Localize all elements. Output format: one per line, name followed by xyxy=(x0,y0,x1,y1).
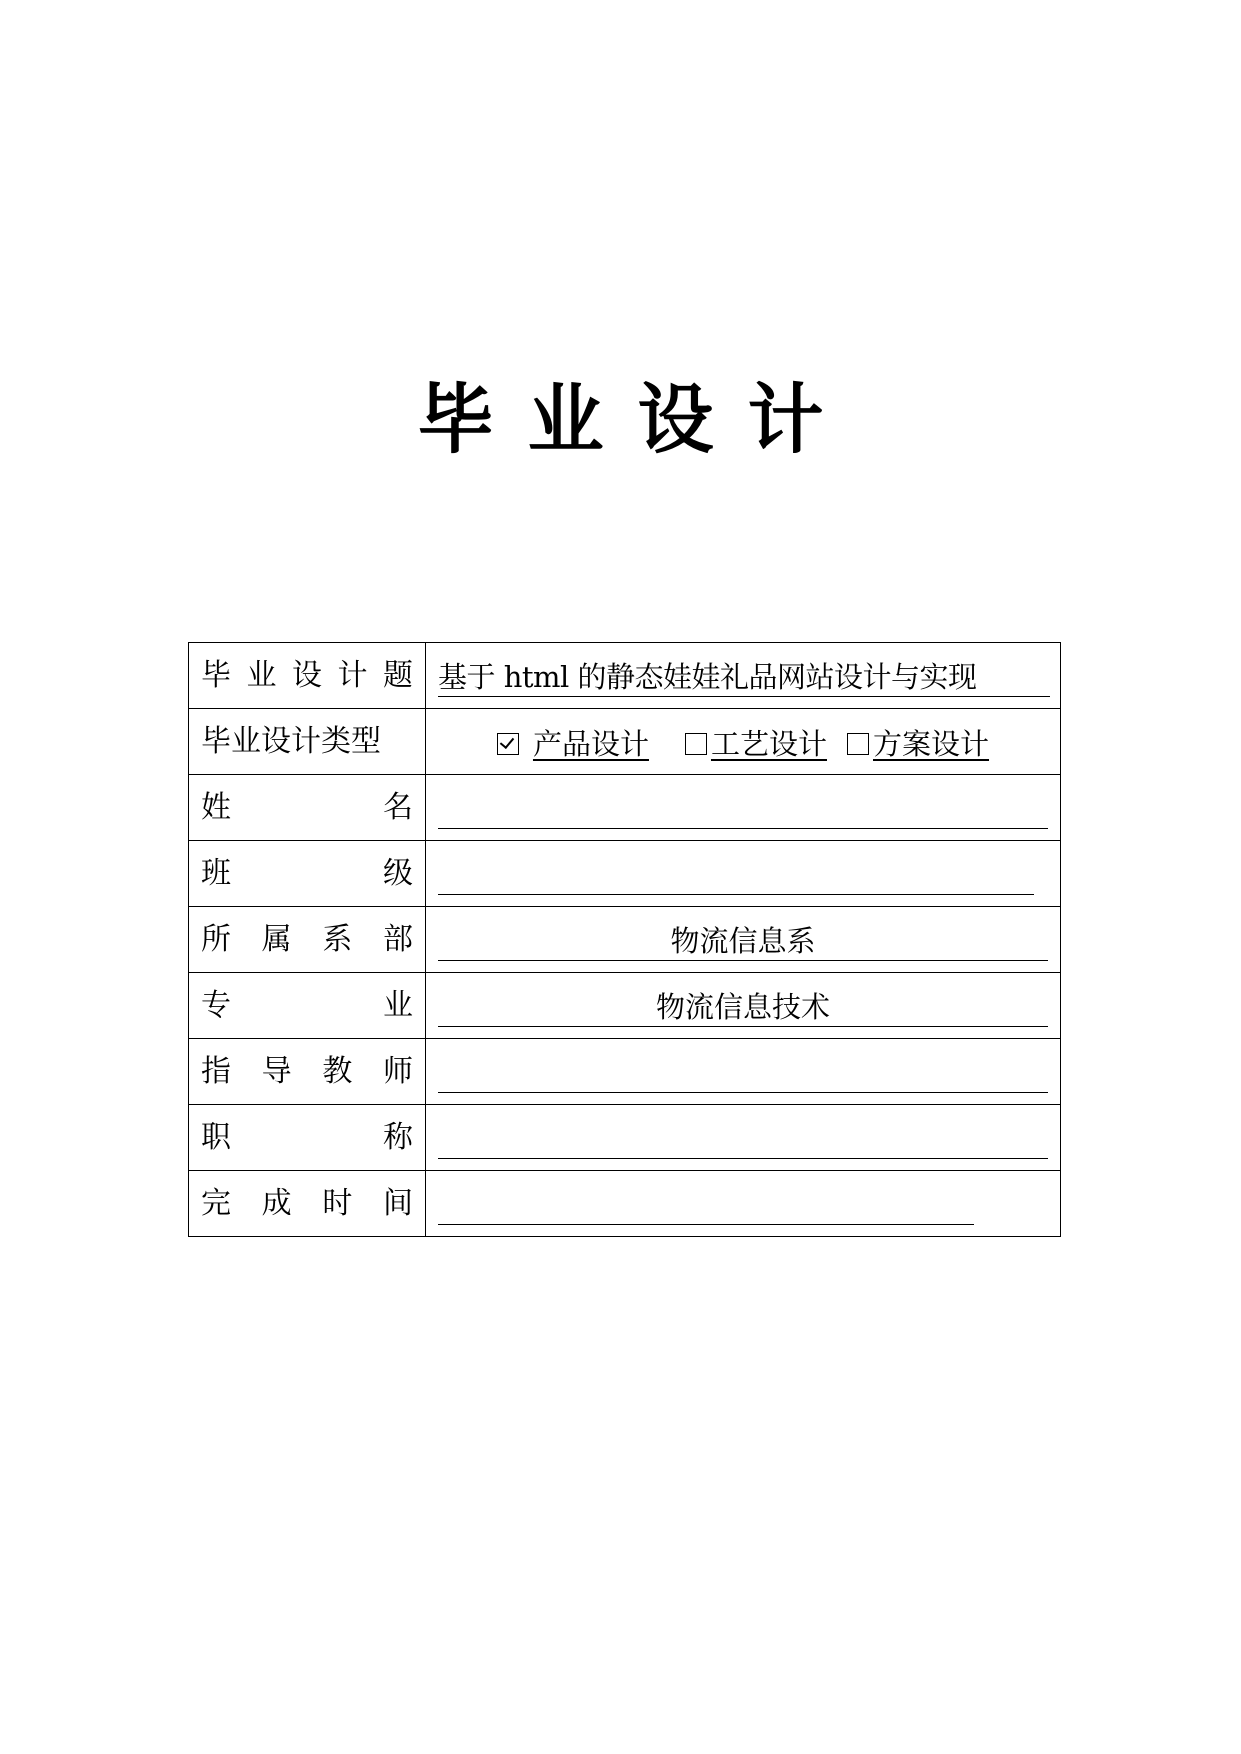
row-completion-time xyxy=(189,1171,1061,1237)
design-type-options xyxy=(426,721,1060,763)
label-title: 职 称 xyxy=(201,1119,413,1155)
label-cell xyxy=(189,973,426,1039)
label-class: 班 级 xyxy=(201,855,413,891)
label-advisor: 指 导 教 师 xyxy=(201,1053,413,1089)
label-topic: 毕 业 设 计 题 xyxy=(201,657,413,693)
value-cell xyxy=(426,973,1061,1039)
page-title: 毕业设计 xyxy=(417,375,858,464)
option-product-design[interactable]: 产品设计 xyxy=(497,725,649,763)
label-cell xyxy=(189,907,426,973)
row-class xyxy=(189,841,1061,907)
label-design-type: 毕业设计类型 xyxy=(201,723,381,759)
label-name: 姓 名 xyxy=(201,789,413,825)
row-advisor xyxy=(189,1039,1061,1105)
department-field[interactable]: 物流信息系 xyxy=(438,922,1048,961)
checkbox-icon[interactable] xyxy=(685,733,707,755)
advisor-field[interactable] xyxy=(438,1054,1048,1093)
row-major xyxy=(189,973,1061,1039)
class-field[interactable] xyxy=(438,856,1034,895)
label-major: 专 业 xyxy=(201,987,413,1023)
label-cell xyxy=(189,1039,426,1105)
label-cell xyxy=(189,841,426,907)
completion-time-field[interactable] xyxy=(438,1186,974,1225)
label-cell xyxy=(189,643,426,709)
value-cell xyxy=(426,775,1061,841)
value-cell xyxy=(426,841,1061,907)
value-cell xyxy=(426,643,1061,709)
label-cell xyxy=(189,775,426,841)
value-cell xyxy=(426,1105,1061,1171)
major-field[interactable]: 物流信息技术 xyxy=(438,988,1048,1027)
label-department: 所 属 系 部 xyxy=(201,921,413,957)
label-completion-time: 完 成 时 间 xyxy=(201,1185,413,1221)
row-department xyxy=(189,907,1061,973)
topic-field[interactable]: 基于 html 的静态娃娃礼品网站设计与实现 xyxy=(438,658,1050,697)
checked-checkbox-icon[interactable] xyxy=(497,733,519,755)
value-cell xyxy=(426,709,1061,775)
checkbox-icon[interactable] xyxy=(847,733,869,755)
label-cell xyxy=(189,1105,426,1171)
title-field[interactable] xyxy=(438,1120,1048,1159)
option-process-design[interactable]: 工艺设计 xyxy=(685,725,827,763)
value-cell xyxy=(426,1039,1061,1105)
row-title xyxy=(189,1105,1061,1171)
label-cell xyxy=(189,709,426,775)
value-cell xyxy=(426,1171,1061,1237)
info-table xyxy=(188,642,1061,1237)
value-cell xyxy=(426,907,1061,973)
label-cell xyxy=(189,1171,426,1237)
option-plan-design[interactable]: 方案设计 xyxy=(847,725,989,763)
row-design-type xyxy=(189,709,1061,775)
row-name xyxy=(189,775,1061,841)
row-topic xyxy=(189,643,1061,709)
name-field[interactable] xyxy=(438,790,1048,829)
